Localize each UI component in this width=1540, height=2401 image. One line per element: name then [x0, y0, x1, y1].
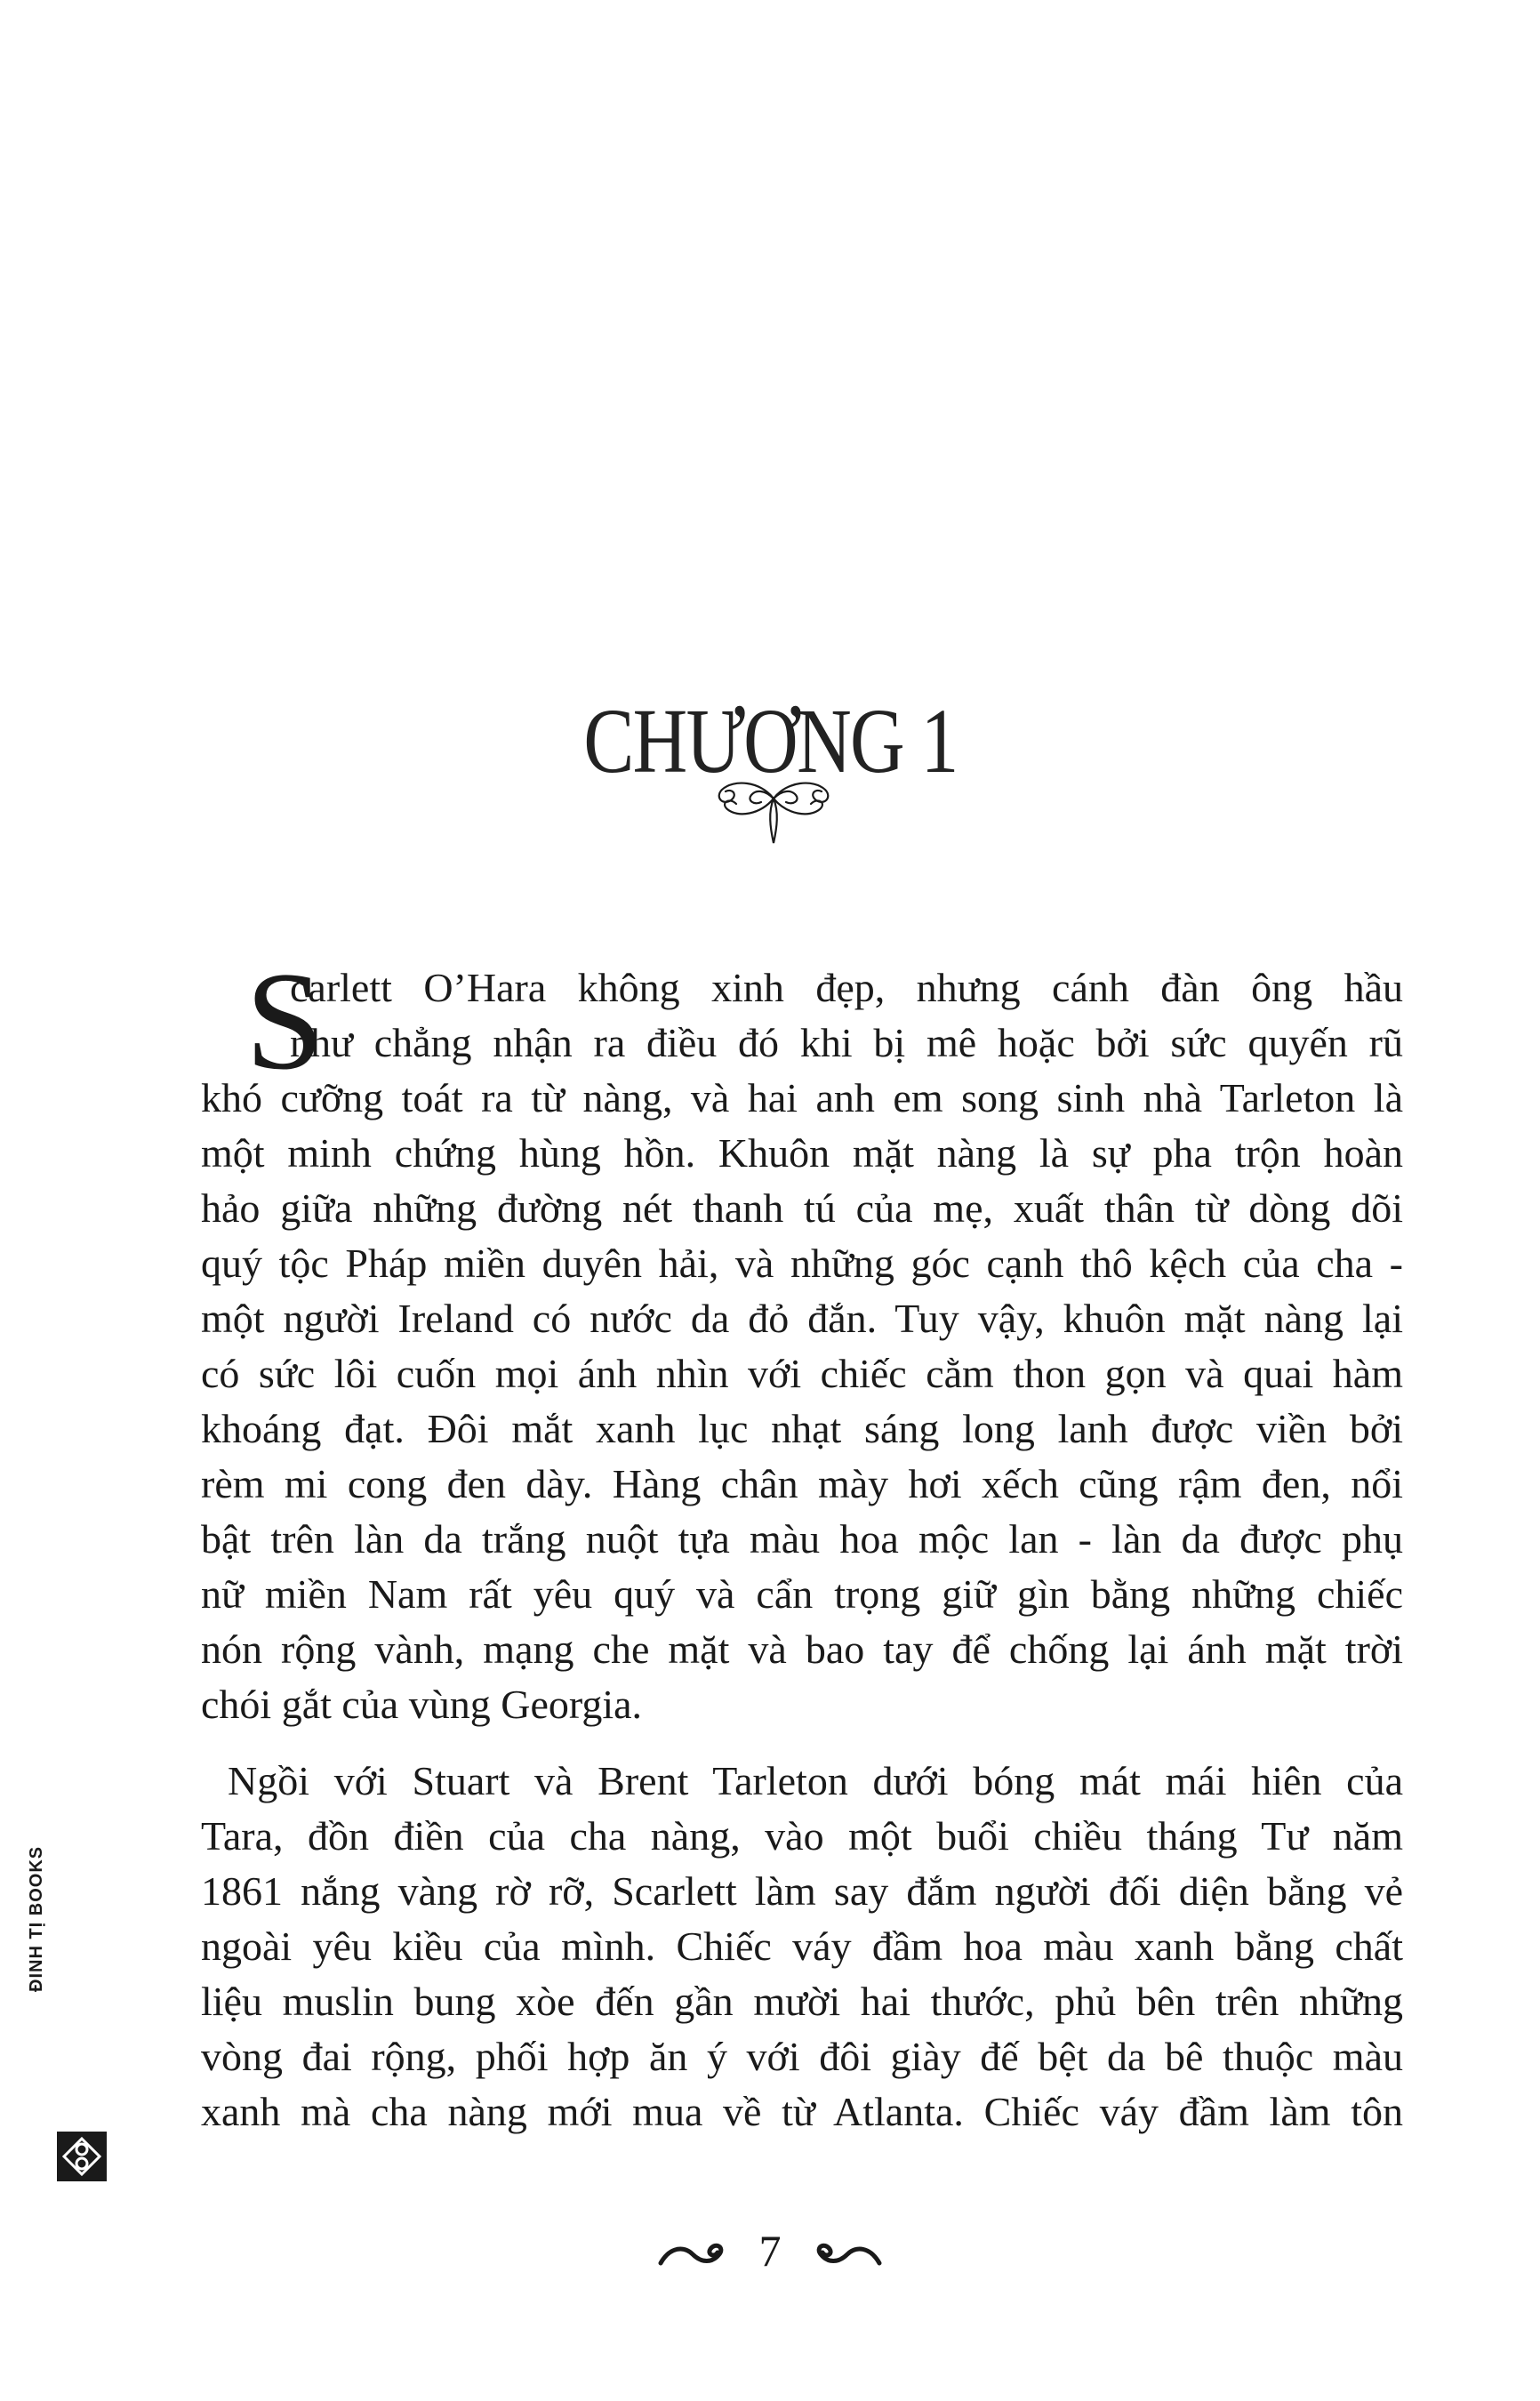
text-line: khoáng đạt. Đôi mắt xanh lục nhạt sáng long lanh được viền bởi — [201, 1406, 1403, 1451]
text-line: một người Ireland có nước da đỏ đắn. Tuy vậy, khuôn mặt nàng lại — [201, 1296, 1403, 1341]
text-line: nữ miền Nam rất yêu quý và cẩn trọng giữ gìn bằng những chiếc — [201, 1571, 1403, 1617]
text-line: Ngồi với Stuart và Brent Tarleton dưới bóng mát mái hiên của — [228, 1758, 1403, 1803]
text-line: khó cưỡng toát ra từ nàng, và hai anh em song sinh nhà Tarleton là — [201, 1075, 1403, 1120]
text-line: chói gắt của vùng Georgia. — [201, 1682, 643, 1727]
text-line: carlett O’Hara không xinh đẹp, nhưng cánh đàn ông hầu — [290, 965, 1403, 1010]
paragraph-1 — [201, 944, 1403, 1732]
text-line: rèm mi cong đen dày. Hàng chân mày hơi xếch cũng rậm đen, nổi — [201, 1461, 1403, 1506]
text-line: bật trên làn da trắng nuột tựa màu hoa mộc lan - làn da được phụ — [201, 1516, 1403, 1562]
chapter-body — [201, 944, 1403, 2140]
flourish-ornament-icon — [711, 763, 836, 852]
chapter-title: CHƯƠNG 1 — [583, 689, 958, 792]
text-line: vòng đai rộng, phối hợp ăn ý với đôi giày đế bệt da bê thuộc màu — [201, 2034, 1403, 2079]
page-footer — [0, 2225, 1540, 2277]
page-number: 7 — [758, 2226, 782, 2276]
swirl-right-icon — [814, 2238, 883, 2274]
drop-cap: S — [245, 944, 324, 1099]
swirl-left-icon — [657, 2238, 726, 2274]
text-line: như chẳng nhận ra điều đó khi bị mê hoặc bởi sức quyến rũ — [290, 1020, 1403, 1065]
publisher-name: ĐINH TỊ BOOKS — [27, 1845, 46, 1992]
publisher-mark — [55, 1947, 108, 2188]
text-line: quý tộc Pháp miền duyên hải, và những góc cạnh thô kệch của cha - — [201, 1241, 1403, 1286]
text-line: ngoài yêu kiều của mình. Chiếc váy đầm hoa màu xanh bằng chất — [201, 1923, 1403, 1969]
text-line: hảo giữa những đường nét thanh tú của mẹ, xuất thân từ dòng dõi — [201, 1185, 1403, 1231]
paragraph-2 — [201, 1754, 1403, 2140]
text-line: nón rộng vành, mạng che mặt và bao tay để chống lại ánh mặt trời — [201, 1626, 1403, 1672]
text-line: xanh mà cha nàng mới mua về từ Atlanta. Chiếc váy đầm làm tôn — [201, 2089, 1403, 2134]
dinh-ti-logo-icon — [55, 2130, 108, 2183]
text-line: một minh chứng hùng hồn. Khuôn mặt nàng là sự pha trộn hoàn — [201, 1130, 1403, 1176]
text-line: liệu muslin bung xòe đến gần mười hai thước, phủ bên trên những — [201, 1979, 1403, 2024]
text-line: Tara, đồn điền của cha nàng, vào một buổi chiều tháng Tư năm — [201, 1813, 1403, 1859]
text-line: có sức lôi cuốn mọi ánh nhìn với chiếc cằm thon gọn và quai hàm — [201, 1351, 1403, 1396]
text-line: 1861 nắng vàng rờ rỡ, Scarlett làm say đắm người đối diện bằng vẻ — [201, 1868, 1403, 1914]
